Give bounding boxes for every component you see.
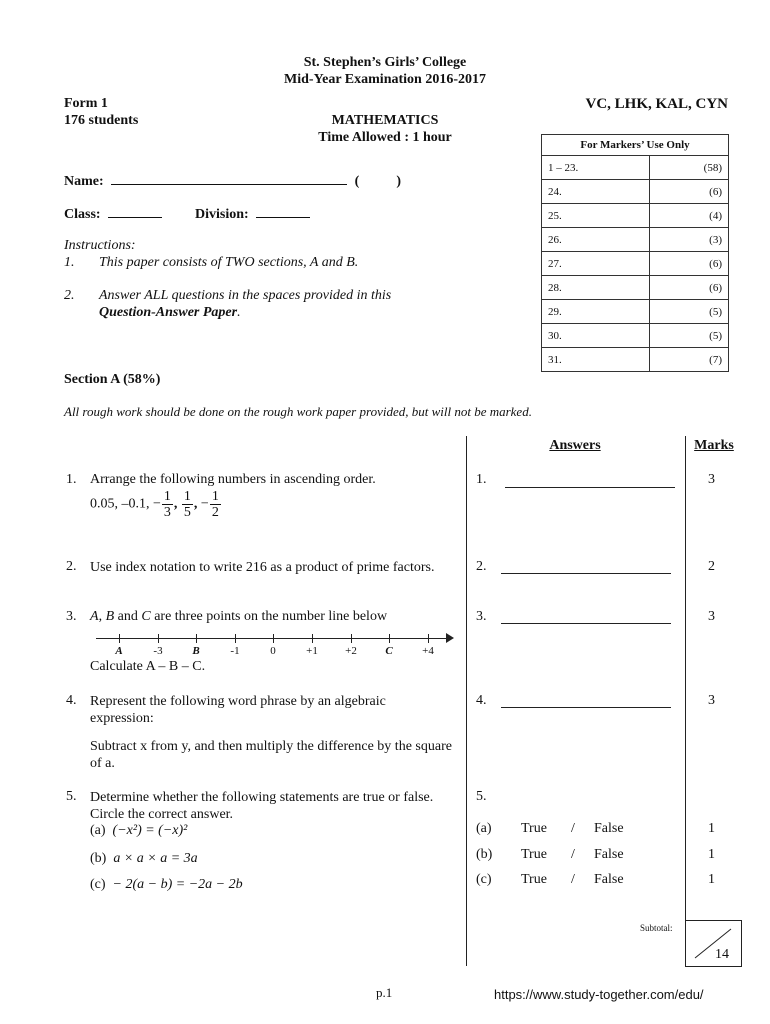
- number-line-tick: [273, 634, 274, 643]
- number-line-tick: [312, 634, 313, 643]
- q3-text: [90, 609, 387, 625]
- q1-marks: 3: [708, 472, 715, 487]
- q5c-false-option[interactable]: False: [594, 872, 624, 887]
- q1-numbers: [90, 489, 222, 520]
- q1-number: 1.: [66, 472, 77, 487]
- q1-fraction-3: [210, 489, 221, 520]
- q1-f2-num: 1: [183, 489, 191, 504]
- markers-row-v: (5): [650, 324, 729, 348]
- footer-url[interactable]: https://www.study-together.com/edu/: [494, 987, 704, 1002]
- q5b-expr: a × a × a = 3a: [113, 851, 198, 866]
- q5b-marks: 1: [708, 847, 715, 862]
- markers-row-q: 25.: [542, 204, 650, 228]
- q5a-label: (a): [90, 823, 106, 838]
- number-line-label: -1: [230, 645, 240, 657]
- q3-answer-line[interactable]: [501, 623, 671, 624]
- page-number: p.1: [376, 985, 393, 1000]
- number-line-label: A: [115, 645, 123, 657]
- markers-row-q: 30.: [542, 324, 650, 348]
- number-line-label: +4: [422, 645, 434, 657]
- q5b-answer-label: (b): [476, 847, 493, 862]
- time-allowed: Time Allowed : 1 hour: [318, 130, 452, 145]
- class-number-close: ): [396, 174, 401, 189]
- q3-calc: Calculate A – B – C.: [90, 659, 206, 674]
- q5c-statement: [90, 877, 243, 893]
- teacher-initials: VC, LHK, KAL, CYN: [585, 96, 728, 112]
- q5-number: 5.: [66, 789, 77, 804]
- q1-fraction-1: [162, 489, 173, 520]
- q5a-statement: [90, 823, 187, 839]
- markers-row-q: 31.: [542, 348, 650, 372]
- number-line-label: 0: [270, 645, 276, 657]
- marks-header: Marks: [694, 438, 734, 453]
- q4-answer-number: 4.: [476, 693, 487, 708]
- q1-comma-2: ,: [193, 496, 198, 512]
- q5a-false-option[interactable]: False: [594, 821, 624, 836]
- markers-row-q: 24.: [542, 180, 650, 204]
- q5b-statement: [90, 851, 198, 867]
- marks-column-divider: [685, 436, 686, 966]
- markers-row-q: 26.: [542, 228, 650, 252]
- answers-header: Answers: [549, 438, 601, 453]
- form-label: Form 1: [64, 96, 108, 111]
- markers-row-q: 28.: [542, 276, 650, 300]
- division-blank[interactable]: [256, 205, 310, 218]
- q5b-separator: /: [571, 847, 575, 862]
- rough-work-note: All rough work should be done on the rough work paper provided, but will not be marked.: [64, 404, 532, 419]
- name-blank[interactable]: [111, 172, 347, 185]
- q5-text: Determine whether the following statements are true or false. Circle the correct answer.: [90, 790, 434, 822]
- q1-answer-number: 1.: [476, 472, 487, 487]
- markers-row-v: (58): [650, 156, 729, 180]
- division-field[interactable]: [195, 205, 310, 223]
- markers-table: [541, 134, 729, 372]
- q2-text: Use index notation to write 216 as a product of prime factors.: [90, 560, 435, 575]
- q1-f1-den: 3: [163, 505, 171, 520]
- q2-answer-line[interactable]: [501, 573, 671, 574]
- number-line-tick: [428, 634, 429, 643]
- q3-marks: 3: [708, 609, 715, 624]
- class-label: Class:: [64, 207, 101, 222]
- number-line-label: -3: [153, 645, 163, 657]
- instruction-1-num: 1.: [64, 255, 75, 270]
- q4-answer-line[interactable]: [501, 707, 671, 708]
- q3-number: 3.: [66, 609, 77, 624]
- q4-phrase: Subtract x from y, and then multiply the difference by the square of a.: [90, 739, 452, 771]
- markers-row-v: (5): [650, 300, 729, 324]
- markers-row-v: (6): [650, 252, 729, 276]
- instruction-2-num: 2.: [64, 288, 75, 303]
- q5c-marks: 1: [708, 872, 715, 887]
- q1-comma-1: ,: [173, 496, 178, 512]
- q5b-false-option[interactable]: False: [594, 847, 624, 862]
- instructions-heading: Instructions:: [64, 238, 136, 253]
- number-line-tick: [235, 634, 236, 643]
- q5a-true-option[interactable]: True: [521, 821, 547, 836]
- name-field[interactable]: [64, 172, 401, 190]
- q1-text: Arrange the following numbers in ascending order.: [90, 472, 376, 487]
- markers-row-v: (6): [650, 180, 729, 204]
- subtotal-label: Subtotal:: [640, 923, 673, 933]
- q5c-expr: − 2(a − b) = −2a − 2b: [112, 877, 243, 892]
- q3-sep1: ,: [98, 609, 106, 624]
- number-line-tick: [158, 634, 159, 643]
- number-line-axis: [96, 638, 448, 639]
- markers-row-v: (7): [650, 348, 729, 372]
- subtotal-slash-icon: [685, 921, 741, 966]
- q1-fraction-2: [182, 489, 193, 520]
- subtotal-box: [685, 920, 742, 967]
- instruction-2-bold: Question-Answer Paper: [99, 305, 238, 320]
- instruction-2-end: .: [237, 305, 241, 320]
- number-line-tick: [389, 634, 390, 643]
- q5c-separator: /: [571, 872, 575, 887]
- subject-title: MATHEMATICS: [331, 113, 439, 128]
- markers-row-q: 1 – 23.: [542, 156, 650, 180]
- q1-f1-num: 1: [163, 489, 171, 504]
- section-title: Section A (58%): [64, 372, 161, 387]
- q5a-marks: 1: [708, 821, 715, 836]
- markers-row-v: (6): [650, 276, 729, 300]
- q5b-label: (b): [90, 851, 107, 866]
- q3-b: B: [105, 609, 115, 624]
- q2-number: 2.: [66, 559, 77, 574]
- q3-sep2: and: [114, 609, 142, 624]
- markers-row-v: (3): [650, 228, 729, 252]
- q5c-label: (c): [90, 877, 106, 892]
- q5a-answer-label: (a): [476, 821, 492, 836]
- q1-prefix: 0.05, –0.1,: [90, 496, 150, 512]
- exam-title: Mid-Year Examination 2016-2017: [284, 72, 486, 87]
- number-line-arrow-icon: [446, 633, 454, 643]
- answers-column-divider: [466, 436, 467, 966]
- class-blank[interactable]: [108, 205, 162, 218]
- q4-text: Represent the following word phrase by an algebraic expression:: [90, 694, 386, 726]
- number-line-label: +1: [306, 645, 318, 657]
- q1-answer-line[interactable]: [505, 487, 675, 488]
- school-name: St. Stephen’s Girls’ College: [303, 55, 467, 70]
- markers-row-v: (4): [650, 204, 729, 228]
- class-field[interactable]: [64, 205, 162, 223]
- q1-minus-3: −: [200, 496, 209, 512]
- q3-rest: are three points on the number line below: [150, 609, 388, 624]
- subtotal-total: 14: [715, 947, 729, 962]
- division-label: Division:: [195, 207, 249, 222]
- number-line-label: C: [385, 645, 393, 657]
- q2-answer-number: 2.: [476, 559, 487, 574]
- number-line-tick: [196, 634, 197, 643]
- q3-c: C: [141, 609, 151, 624]
- q5a-separator: /: [571, 821, 575, 836]
- q5a-expr: (−x²) = (−x)²: [112, 823, 188, 838]
- q1-minus-1: −: [153, 496, 161, 512]
- q1-f3-num: 1: [211, 489, 219, 504]
- q4-number: 4.: [66, 693, 77, 708]
- number-line-tick: [119, 634, 120, 643]
- q5c-true-option[interactable]: True: [521, 872, 547, 887]
- q5b-true-option[interactable]: True: [521, 847, 547, 862]
- q4-marks: 3: [708, 693, 715, 708]
- instruction-2-text: Answer ALL questions in the spaces provided in this: [99, 288, 392, 303]
- q3-answer-number: 3.: [476, 609, 487, 624]
- number-line-label: B: [192, 645, 200, 657]
- instruction-2-cont: [99, 305, 241, 321]
- q2-marks: 2: [708, 559, 715, 574]
- q3-a: A: [90, 609, 99, 624]
- students-count: 176 students: [64, 113, 139, 128]
- markers-title: For Markers’ Use Only: [542, 135, 729, 156]
- q1-f2-den: 5: [183, 505, 191, 520]
- markers-row-q: 29.: [542, 300, 650, 324]
- name-label: Name:: [64, 174, 104, 189]
- number-line-label: +2: [345, 645, 357, 657]
- q1-f3-den: 2: [211, 505, 219, 520]
- q5c-answer-label: (c): [476, 872, 492, 887]
- q5-answer-number: 5.: [476, 789, 487, 804]
- number-line-tick: [351, 634, 352, 643]
- class-number-open: (: [354, 174, 360, 189]
- markers-row-q: 27.: [542, 252, 650, 276]
- instruction-1-text: This paper consists of TWO sections, A and B.: [99, 255, 359, 270]
